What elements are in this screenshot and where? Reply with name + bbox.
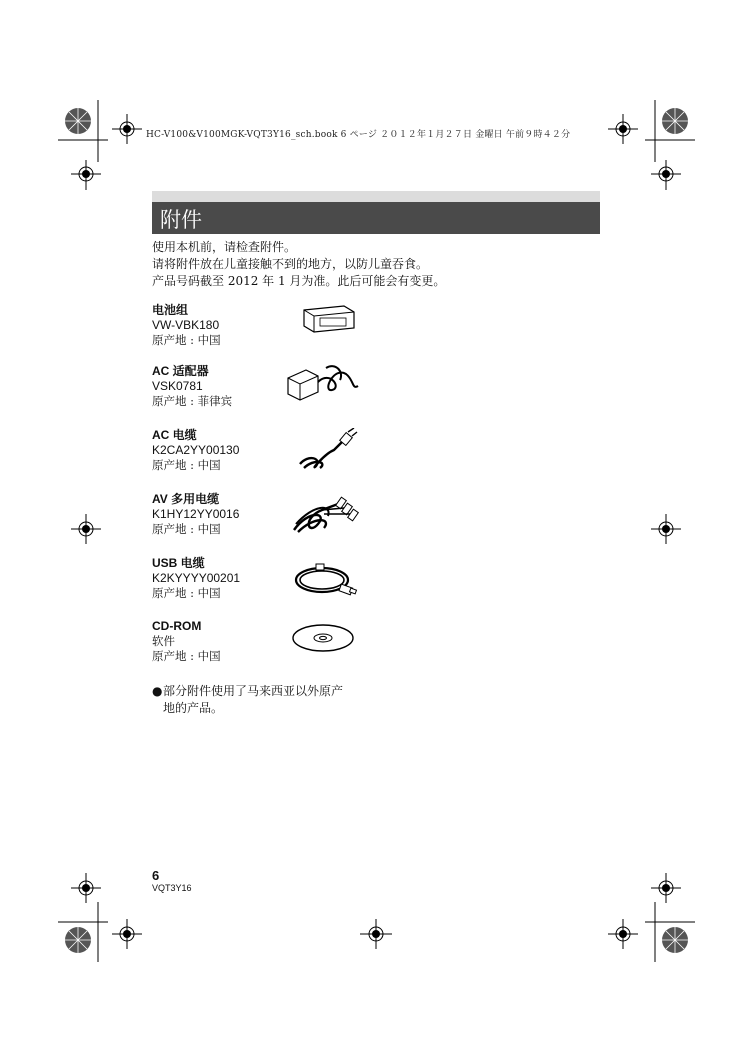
intro-line-2: 请将附件放在儿童接触不到的地方，以防儿童吞食。	[152, 257, 429, 271]
item-code: VSK0781	[152, 379, 203, 393]
item-origin: 原产地 : 中国	[152, 333, 221, 347]
item-name: AC 适配器	[152, 364, 209, 378]
item-origin: 原产地 : 中国	[152, 649, 221, 663]
item-code: K2CA2YY00130	[152, 443, 240, 457]
intro-line-1: 使用本机前，请检查附件。	[152, 240, 297, 254]
item-code: 软件	[152, 634, 175, 648]
item-origin: 原产地 : 菲律宾	[152, 394, 233, 408]
section-title-band	[152, 202, 600, 234]
document-code: VQT3Y16	[152, 883, 192, 893]
battery-pack-icon	[298, 302, 360, 336]
note-line-2: 地的产品。	[163, 701, 224, 715]
item-name: 电池组	[152, 303, 189, 317]
usb-cable-icon	[292, 560, 360, 600]
title-band-top	[152, 191, 600, 202]
item-name: AV 多用电缆	[152, 492, 220, 506]
item-code: VW-VBK180	[152, 318, 220, 332]
intro-line-3: 产品号码截至 2012 年 1 月为准。此后可能会有变更。	[152, 274, 446, 288]
item-origin: 原产地 : 中国	[152, 458, 221, 472]
section-title: 附件	[160, 208, 202, 232]
note-line-1: 部分附件使用了马来西亚以外原产	[163, 684, 344, 698]
item-name: CD-ROM	[152, 619, 202, 633]
note	[152, 683, 343, 717]
ac-cable-icon	[294, 428, 358, 472]
item-code: K1HY12YY0016	[152, 507, 240, 521]
page-number: 6	[152, 868, 160, 883]
item-code: K2KYYYY00201	[152, 571, 241, 585]
item-origin: 原产地 : 中国	[152, 522, 221, 536]
item-name: AC 电缆	[152, 428, 197, 442]
file-header-line: HC-V100&V100MGK-VQT3Y16_sch.book 6 ページ ２０１２年１月２７日 金曜日 午前９時４２分	[146, 130, 571, 140]
cd-rom-icon	[290, 622, 356, 654]
intro-text	[152, 239, 445, 290]
item-origin: 原产地 : 中国	[152, 586, 221, 600]
bullet-icon: ●	[152, 684, 163, 698]
item-name: USB 电缆	[152, 556, 205, 570]
ac-adaptor-icon	[282, 360, 362, 408]
av-cable-icon	[288, 490, 362, 538]
